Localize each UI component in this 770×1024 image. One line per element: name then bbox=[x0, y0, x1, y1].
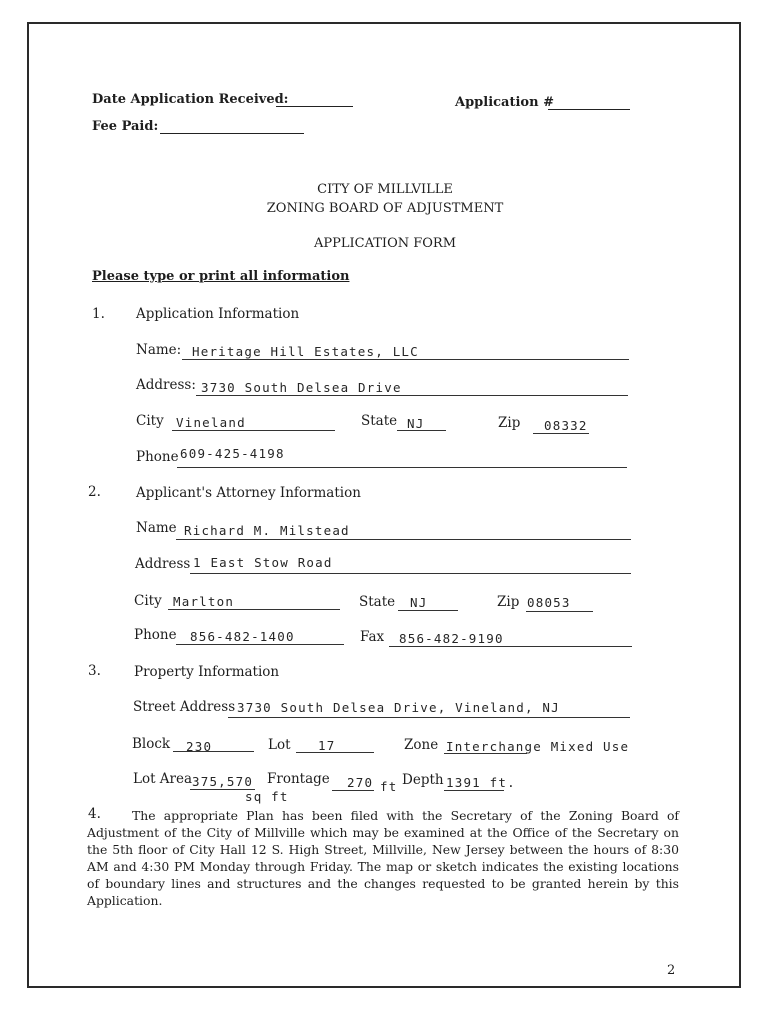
applicant-zip-label: Zip bbox=[498, 415, 521, 431]
city-title: CITY OF MILLVILLE bbox=[317, 182, 453, 197]
section2-heading: Applicant's Attorney Information bbox=[136, 485, 361, 501]
attorney-zip-value[interactable]: 08053 bbox=[527, 595, 571, 610]
depth-line bbox=[444, 790, 504, 791]
applicant-city-value[interactable]: Vineland bbox=[176, 415, 246, 430]
frontage-label: Frontage bbox=[267, 771, 330, 787]
attorney-city-label: City bbox=[134, 593, 162, 609]
attorney-fax-label: Fax bbox=[360, 629, 385, 645]
applicant-name-label: Name: bbox=[136, 342, 182, 358]
street-address-value[interactable]: 3730 South Delsea Drive, Vineland, NJ bbox=[237, 700, 560, 715]
applicant-phone-value[interactable]: 609-425-4198 bbox=[180, 446, 285, 461]
page-number: 2 bbox=[667, 963, 676, 978]
frontage-line bbox=[332, 790, 374, 791]
lot-area-unit: sq ft bbox=[245, 789, 289, 804]
applicant-name-line bbox=[182, 359, 629, 360]
lot-label: Lot bbox=[268, 737, 291, 753]
applicant-name-value[interactable]: Heritage Hill Estates, LLC bbox=[192, 344, 419, 359]
depth-value[interactable]: 1391 ft. bbox=[446, 775, 516, 790]
applicant-address-value[interactable]: 3730 South Delsea Drive bbox=[201, 380, 402, 395]
attorney-state-line bbox=[398, 610, 458, 611]
attorney-fax-line bbox=[389, 646, 632, 647]
applicant-address-label: Address: bbox=[136, 377, 196, 393]
board-title: ZONING BOARD OF ADJUSTMENT bbox=[266, 201, 504, 216]
attorney-address-label: Address bbox=[135, 556, 191, 572]
section4-paragraph: The appropriate Plan has been filed with the Secretary of the Zoning Board of Adjustment of the City of Millville which may be examined at the Office of the Secretary on the 5th floor of City Hall 12 S. High Street, Millville, New Jersey between the hours of 8:30 AM and 4:30 PM Monday through Friday. The map or sketch indicates the existing locations of boundary lines and structures and the changes requested to be granted herein by this Application. bbox=[87, 808, 679, 908]
application-number-label: Application # bbox=[455, 95, 554, 110]
application-number-field[interactable] bbox=[548, 109, 630, 110]
frontage-value[interactable]: 270 bbox=[347, 775, 374, 790]
attorney-city-line bbox=[168, 609, 340, 610]
applicant-address-line bbox=[196, 395, 628, 396]
lot-value[interactable]: 17 bbox=[318, 738, 336, 753]
attorney-name-label: Name bbox=[136, 520, 177, 536]
frontage-unit: ft bbox=[380, 779, 398, 794]
attorney-phone-value[interactable]: 856-482-1400 bbox=[190, 629, 295, 644]
applicant-phone-line bbox=[177, 467, 627, 468]
instruction-text: Please type or print all information bbox=[92, 269, 350, 284]
date-received-label: Date Application Received: bbox=[92, 92, 289, 107]
section3-heading: Property Information bbox=[134, 664, 280, 680]
form-title: APPLICATION FORM bbox=[313, 236, 457, 251]
attorney-phone-line bbox=[176, 644, 344, 645]
applicant-city-label: City bbox=[136, 413, 164, 429]
attorney-zip-label: Zip bbox=[497, 594, 520, 610]
date-received-field[interactable] bbox=[276, 106, 353, 107]
street-address-label: Street Address bbox=[133, 699, 236, 715]
section1-heading: Application Information bbox=[136, 306, 300, 322]
section2-number: 2. bbox=[88, 484, 101, 500]
fee-paid-label: Fee Paid: bbox=[92, 119, 159, 134]
applicant-city-line bbox=[172, 430, 335, 431]
attorney-state-label: State bbox=[359, 594, 396, 610]
attorney-zip-line bbox=[526, 611, 593, 612]
block-value[interactable]: 230 bbox=[186, 739, 213, 754]
applicant-state-label: State bbox=[361, 413, 398, 429]
block-label: Block bbox=[132, 736, 171, 752]
lot-area-label: Lot Area bbox=[133, 771, 193, 787]
attorney-fax-value[interactable]: 856-482-9190 bbox=[399, 631, 504, 646]
zone-line bbox=[444, 753, 527, 754]
lot-area-value[interactable]: 375,570 bbox=[192, 774, 254, 789]
attorney-address-line bbox=[190, 573, 631, 574]
applicant-state-value[interactable]: NJ bbox=[407, 416, 425, 431]
attorney-address-value[interactable]: 1 East Stow Road bbox=[193, 555, 333, 570]
section3-number: 3. bbox=[88, 663, 101, 679]
section4-number: 4. bbox=[88, 806, 101, 822]
attorney-name-value[interactable]: Richard M. Milstead bbox=[184, 523, 350, 538]
applicant-phone-label: Phone bbox=[136, 449, 179, 465]
attorney-name-line bbox=[176, 539, 631, 540]
attorney-city-value[interactable]: Marlton bbox=[173, 594, 235, 609]
zone-value[interactable]: Interchange Mixed Use bbox=[446, 739, 630, 754]
zone-label: Zone bbox=[404, 737, 439, 753]
applicant-zip-line bbox=[533, 433, 589, 434]
street-address-line bbox=[228, 717, 630, 718]
section1-number: 1. bbox=[92, 306, 105, 322]
attorney-phone-label: Phone bbox=[134, 627, 177, 643]
fee-paid-field[interactable] bbox=[160, 133, 304, 134]
attorney-state-value[interactable]: NJ bbox=[410, 595, 428, 610]
depth-label: Depth bbox=[402, 772, 444, 788]
applicant-zip-value[interactable]: 08332 bbox=[544, 418, 588, 433]
